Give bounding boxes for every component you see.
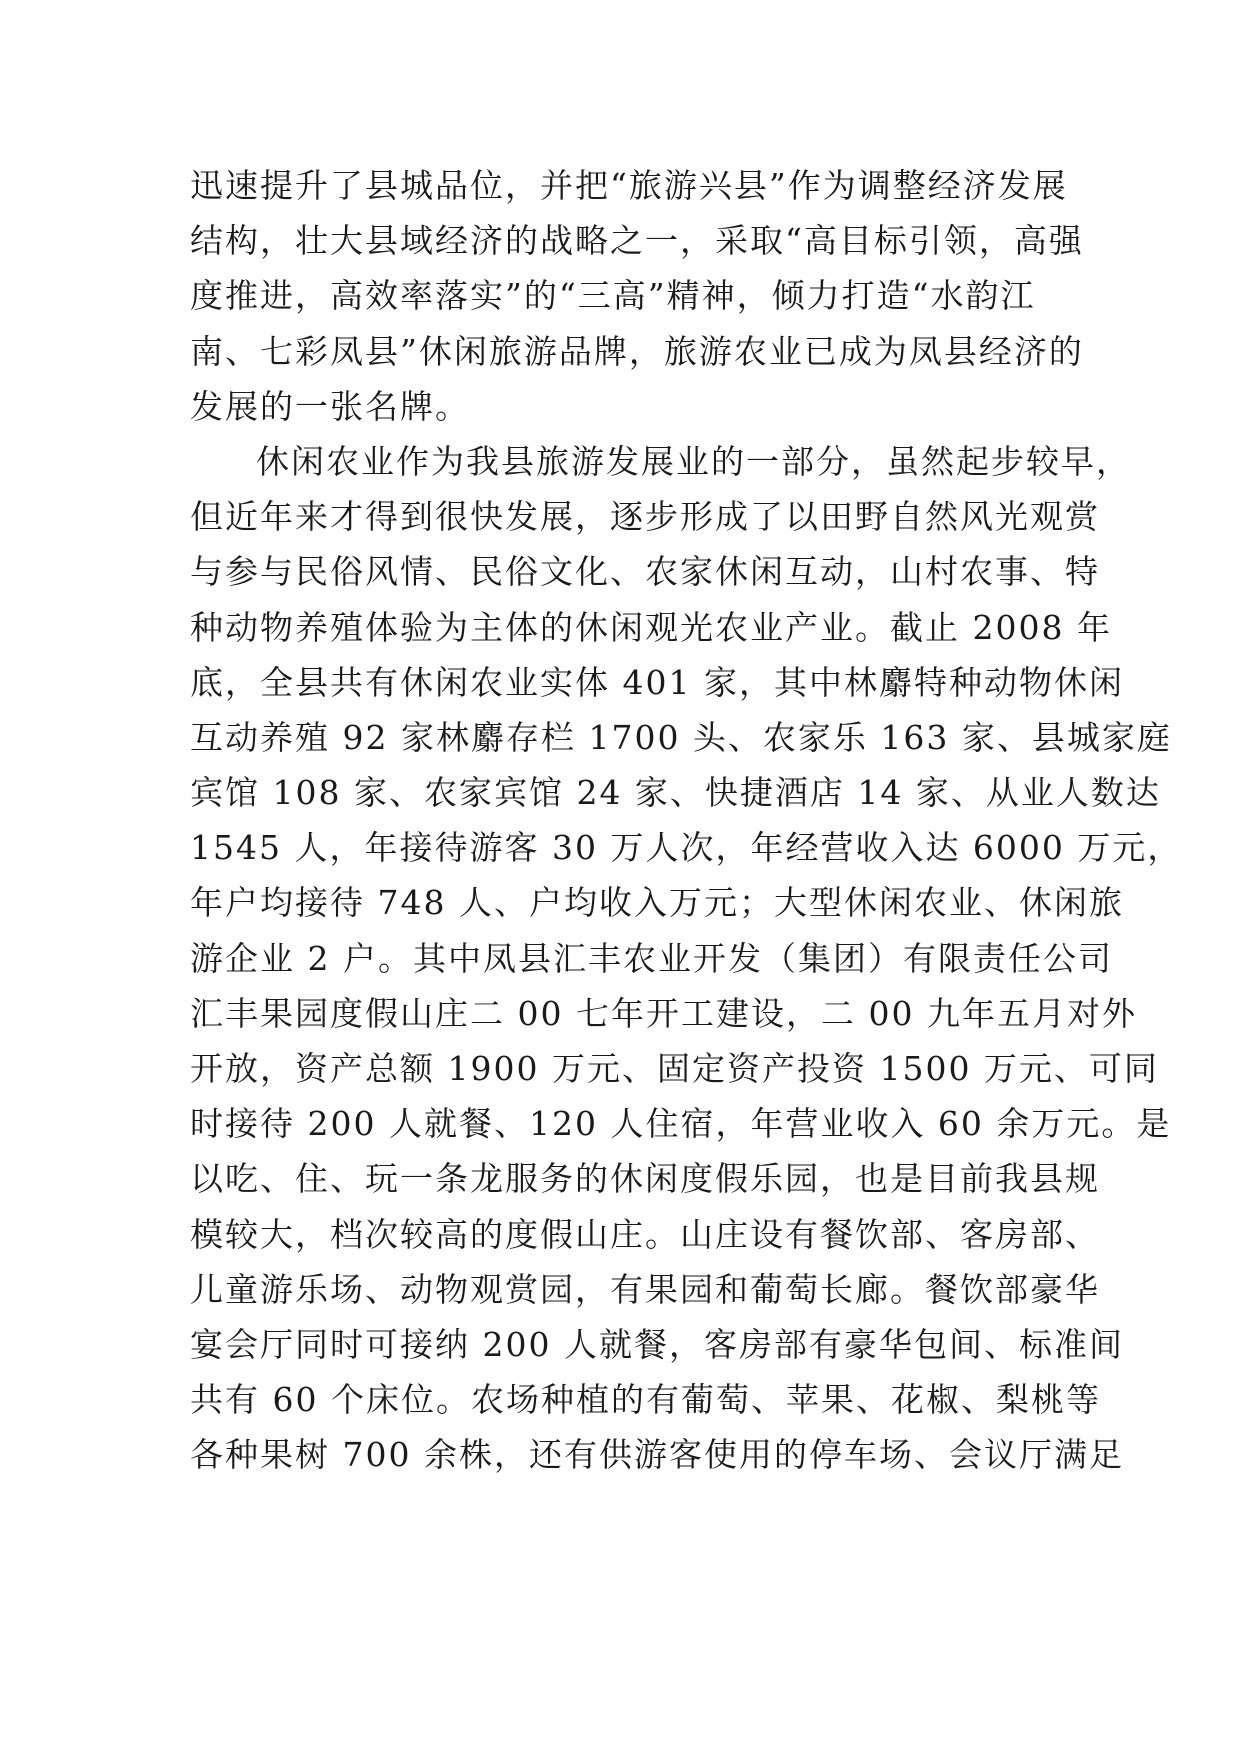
text-line: 发展的一张名牌。 (190, 386, 470, 426)
text-line: 迅速提升了县城品位，并把“旅游兴县”作为调整经济发展 (190, 166, 1068, 205)
text-line: 共有 60 个床位。农场种植的有葡萄、苹果、花椒、梨桃等 (190, 1380, 1101, 1420)
text-line: 游企业 2 户。其中凤县汇丰农业开发（集团）有限责任公司 (190, 938, 1113, 978)
text-line: 以吃、住、玩一条龙服务的休闲度假乐园，也是目前我县规 (190, 1159, 1100, 1199)
text-line: 度推进，高效率落实”的“三高”精神，倾力打造“水韵江 (190, 276, 1036, 316)
text-line: 宴会厅同时可接纳 200 人就餐，客房部有豪华包间、标准间 (190, 1324, 1124, 1364)
text-line: 种动物养殖体验为主体的休闲观光农业产业。截止 2008 年 (190, 607, 1112, 647)
text-line: 年户均接待 748 人、户均收入万元；大型休闲农业、休闲旅 (190, 883, 1124, 923)
text-line: 与参与民俗风情、民俗文化、农家休闲互动，山村农事、特 (190, 552, 1100, 592)
text-line: 开放，资产总额 1900 万元、固定资产投资 1500 万元、可同 (190, 1049, 1159, 1088)
document-body (190, 158, 1183, 1483)
text-line: 时接待 200 人就餐、120 人住宿，年营业收入 60 余万元。是 (190, 1104, 1172, 1144)
paragraph-first-line: 休闲农业作为我县旅游发展业的一部分，虽然起步较早， (256, 441, 1131, 481)
text-line: 1545 人，年接待游客 30 万人次，年经营收入达 6000 万元， (190, 828, 1183, 868)
text-line: 结构，壮大县域经济的战略之一，采取“高目标引领，高强 (190, 221, 1084, 261)
text-line: 互动养殖 92 家林麝存栏 1700 头、农家乐 163 家、县城家庭 (190, 717, 1172, 757)
text-line: 但近年来才得到很快发展，逐步形成了以田野自然风光观赏 (190, 497, 1100, 537)
text-line: 宾馆 108 家、农家宾馆 24 家、快捷酒店 14 家、从业人数达 (190, 773, 1161, 813)
text-line: 儿童游乐场、动物观赏园，有果园和葡萄长廊。餐饮部豪华 (190, 1269, 1100, 1309)
text-line: 汇丰果园度假山庄二 00 七年开工建设，二 00 九年五月对外 (190, 993, 1137, 1033)
text-line: 各种果树 700 余株，还有供游客使用的停车场、会议厅满足 (190, 1435, 1124, 1475)
text-line: 南、七彩凤县”休闲旅游品牌，旅游农业已成为凤县经济的 (190, 331, 1084, 371)
text-line: 模较大，档次较高的度假山庄。山庄设有餐饮部、客房部、 (190, 1214, 1100, 1254)
text-line: 底，全县共有休闲农业实体 401 家，其中林麝特种动物休闲 (190, 662, 1124, 702)
